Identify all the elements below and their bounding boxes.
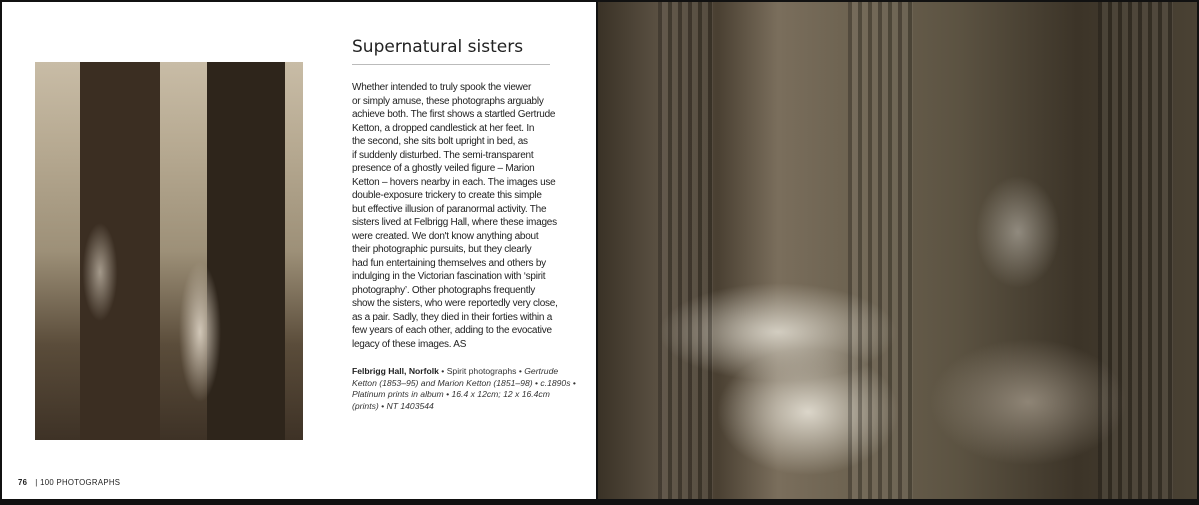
body-line: photography’. Other photographs frequently <box>352 284 535 296</box>
body-line: were created. We don't know anything about <box>352 230 539 242</box>
body-line: legacy of these images. AS <box>352 338 467 350</box>
body-line: few years of each other, adding to the evocative <box>352 325 552 336</box>
body-line: but effective illusion of paranormal activity. The <box>352 203 547 215</box>
body-line: the second, she sits bolt upright in bed, as <box>352 136 528 147</box>
body-line: their photographic pursuits, but they clearly <box>352 244 532 255</box>
page-title: Supernatural sisters <box>352 37 524 57</box>
caption-separator: • Spirit photographs • <box>438 366 525 376</box>
body-line: Ketton – hovers nearby in each. The images use <box>352 176 556 188</box>
body-line: show the sisters, who were reportedly very close, <box>352 298 558 309</box>
page-number: 76 <box>18 478 28 487</box>
caption-location: Felbrigg Hall, Norfolk <box>352 366 439 376</box>
body-line: if suddenly disturbed. The semi-transparent <box>352 149 534 161</box>
caption-separator: • <box>532 377 541 388</box>
body-line: presence of a ghostly veiled figure – Marion <box>352 163 535 174</box>
body-line: as a pair. Sadly, they died in their forties within a <box>352 311 553 323</box>
caption-separator: • <box>570 377 576 388</box>
bed-curtain-left <box>658 2 713 499</box>
bed-curtain-right <box>1098 2 1173 499</box>
body-line: indulging in the Victorian fascination with ‘spirit <box>352 271 546 282</box>
photo-caption <box>352 366 577 413</box>
body-line: had fun entertaining themselves and others by <box>352 257 546 269</box>
body-text <box>352 81 582 351</box>
body-line: sisters lived at Felbrigg Hall, where these images <box>352 217 557 228</box>
body-line: Ketton, a dropped candlestick at her feet. In <box>352 122 535 134</box>
page-footer <box>18 478 120 488</box>
body-line: Whether intended to truly spook the viewer <box>352 82 532 93</box>
title-divider <box>352 64 550 65</box>
caption-medium: Platinum prints in album • 16.4 x 12cm; 12 x 16.4cm (prints) • NT 1403544 <box>352 389 550 412</box>
body-line: double-exposure trickery to create this simple <box>352 190 542 201</box>
left-page <box>2 2 596 499</box>
caption-date: c.1890s <box>540 377 571 388</box>
book-section: | 100 PHOTOGRAPHS <box>35 478 121 487</box>
body-line: achieve both. The first shows a startled Gertrude <box>352 109 556 120</box>
caption-artists: Gertrude Ketton (1853–95) and Marion Ketton (1851–98) <box>352 366 559 388</box>
bed-curtain-center <box>848 2 913 499</box>
photograph-gertrude-in-bed <box>598 2 1197 499</box>
photograph-gertrude-staircase <box>35 62 303 440</box>
body-line: or simply amuse, these photographs arguably <box>352 95 544 107</box>
